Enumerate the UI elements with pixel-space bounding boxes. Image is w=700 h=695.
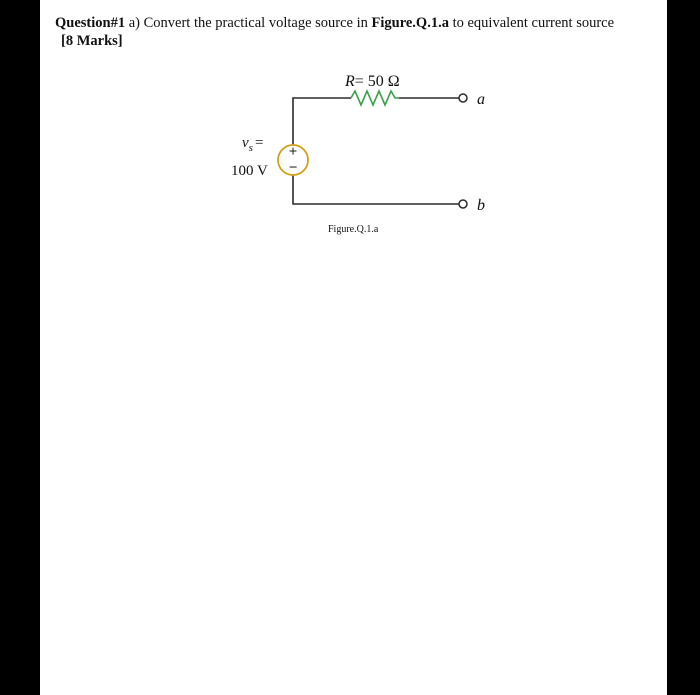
source-subscript: s: [248, 142, 253, 154]
source-minus-sign: −: [288, 160, 298, 176]
question-text-after: to equivalent current source: [452, 15, 615, 31]
figure-reference: Figure.Q.1.a: [371, 15, 449, 31]
figure-caption: Figure.Q.1.a: [328, 224, 379, 235]
question-marks: [8 Marks]: [61, 33, 123, 49]
question-text-before: Convert the practical voltage source in: [143, 15, 368, 31]
question-number: Question#1: [55, 15, 126, 31]
terminal-b-label: b: [477, 197, 485, 214]
source-plus-sign: +: [288, 144, 298, 160]
source-symbol: v: [242, 135, 249, 151]
resistor-value-label: = 50 Ω: [354, 73, 400, 90]
terminal-b-node: [459, 200, 467, 208]
terminal-a-node: [459, 94, 467, 102]
top-wire-left: [293, 98, 351, 148]
source-symbol-label: [242, 135, 263, 154]
resistor-symbol: [351, 91, 399, 105]
terminal-a-label: a: [477, 91, 485, 108]
source-equals: =: [254, 135, 264, 151]
resistor-label: [344, 73, 400, 90]
question-part: a): [128, 15, 140, 31]
source-value-label: 100 V: [231, 163, 268, 179]
bottom-wire: [293, 172, 459, 204]
resistor-symbol-label: R: [345, 73, 355, 90]
